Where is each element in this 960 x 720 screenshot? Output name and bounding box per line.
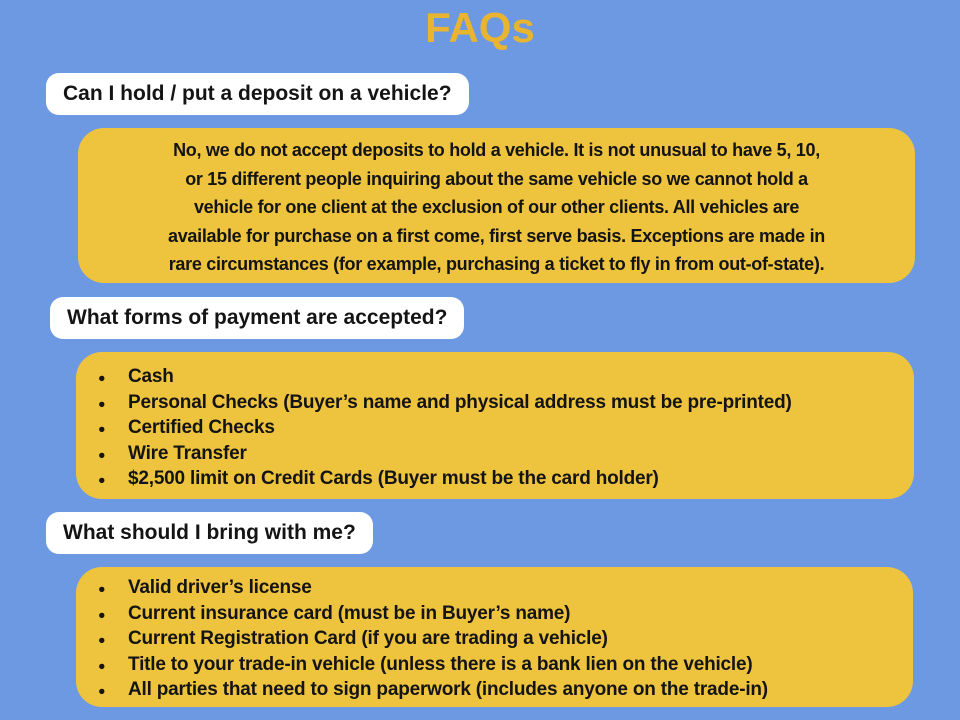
answer-line: rare circumstances (for example, purchasing a ticket to fly in from out-of-state).: [168, 254, 825, 274]
answer-line: vehicle for one client at the exclusion of our other clients. All vehicles are: [193, 197, 800, 217]
answer-line: or 15 different people inquiring about the same vehicle so we cannot hold a: [185, 168, 808, 189]
list-item-text: Cash: [128, 366, 174, 387]
bullet-icon: ●: [98, 658, 106, 673]
list-item-text: $2,500 limit on Credit Cards (Buyer must be the card holder): [128, 468, 659, 489]
list-item-text: Certified Checks: [128, 417, 275, 438]
list-item: [76, 602, 913, 628]
answer-line: No, we do not accept deposits to hold a vehicle. It is not unusual to have 5, 10,: [173, 140, 820, 160]
bullet-icon: ●: [98, 396, 106, 411]
list-item: [76, 576, 913, 602]
bullet-icon: ●: [98, 422, 106, 436]
bullet-icon: ●: [98, 473, 106, 487]
bullet-icon: ●: [98, 607, 106, 622]
answer-box-deposit: [78, 128, 915, 283]
answer-box-payment: [76, 352, 914, 499]
question-bubble-payment: What forms of payment are accepted?: [50, 297, 464, 339]
list-item: [76, 442, 914, 468]
bullet-icon: ●: [98, 447, 106, 462]
payment-options-list: [76, 365, 914, 493]
list-item-text: Personal Checks (Buyer’s name and physical address must be pre-printed): [128, 391, 792, 413]
list-item: [76, 653, 913, 679]
list-item-text: Title to your trade-in vehicle (unless there is a bank lien on the vehicle): [128, 653, 753, 675]
list-item: [76, 467, 914, 493]
list-item-text: Current Registration Card (if you are trading a vehicle): [128, 628, 608, 649]
bullet-icon: ●: [98, 684, 106, 698]
list-item: [76, 678, 913, 704]
list-item: [76, 627, 913, 653]
list-item: [76, 391, 914, 417]
answer-box-bring: [76, 567, 913, 707]
list-item: [76, 416, 914, 442]
bring-items-list: [76, 576, 913, 704]
question-bubble-deposit: Can I hold / put a deposit on a vehicle?: [46, 73, 469, 115]
list-item-text: Valid driver’s license: [128, 577, 312, 598]
bullet-icon: ●: [98, 582, 106, 596]
list-item-text: All parties that need to sign paperwork (includes anyone on the trade-in): [128, 679, 768, 700]
list-item-text: Wire Transfer: [128, 442, 247, 464]
bullet-icon: ●: [98, 371, 106, 385]
answer-line: available for purchase on a first come, first serve basis. Exceptions are made in: [168, 225, 825, 246]
list-item-text: Current insurance card (must be in Buyer’s name): [128, 602, 571, 624]
page-title: FAQs: [425, 4, 535, 51]
list-item: [76, 365, 914, 391]
question-bubble-bring: What should I bring with me?: [46, 512, 373, 554]
bullet-icon: ●: [98, 633, 106, 647]
